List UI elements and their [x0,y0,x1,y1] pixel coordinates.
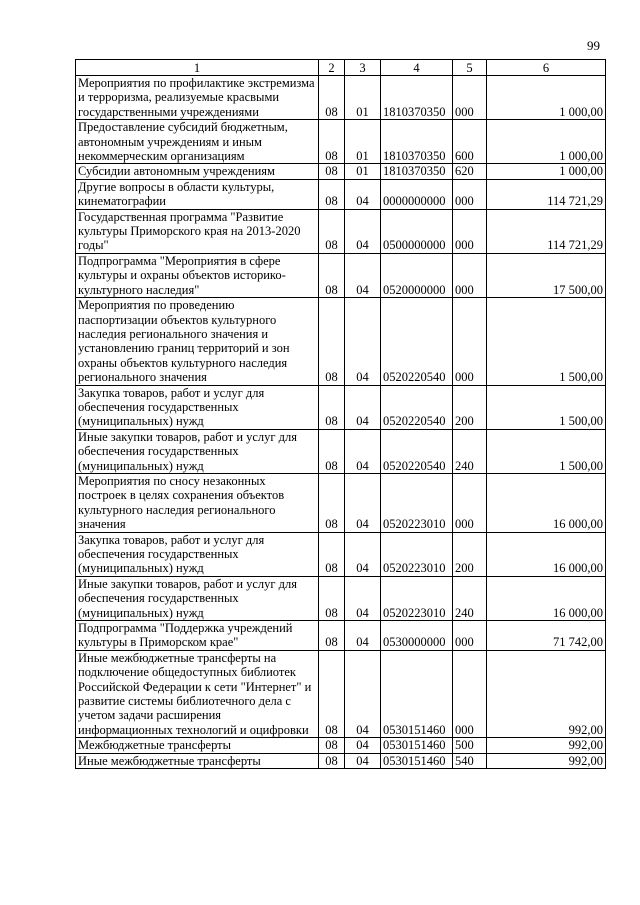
row-subsection-cell: 04 [345,621,381,651]
page-number: 99 [587,38,600,53]
row-subsection-cell: 04 [345,253,381,297]
row-section-cell: 08 [319,429,345,473]
column-header-expense-type: 5 [453,60,487,76]
row-expense-type-cell: 000 [453,298,487,385]
row-expense-type-cell: 620 [453,164,487,179]
table-row [76,753,606,768]
row-name-cell: Подпрограмма "Поддержка учреждений культуры в Приморском крае" [76,621,319,651]
row-subsection-cell: 04 [345,473,381,532]
row-target-code-cell: 0520223010 [381,532,453,576]
row-name-cell: Другие вопросы в области культуры, кинематографии [76,179,319,209]
table-row [76,120,606,164]
row-section-cell: 08 [319,179,345,209]
row-target-code-cell: 0520220540 [381,385,453,429]
row-amount-cell: 114 721,29 [487,179,606,209]
row-target-code-cell: 0530151460 [381,650,453,737]
row-expense-type-cell: 000 [453,209,487,253]
budget-table [75,59,606,769]
row-subsection-cell: 04 [345,429,381,473]
table-row [76,650,606,737]
row-subsection-cell: 04 [345,532,381,576]
row-name-cell: Мероприятия по профилактике экстремизма и терроризма, реализуемые красвыми государственными учреждениями [76,76,319,120]
row-name-cell: Иные закупки товаров, работ и услуг для обеспечения государственных (муниципальных) нужд [76,576,319,620]
row-amount-cell: 17 500,00 [487,253,606,297]
row-section-cell: 08 [319,76,345,120]
row-section-cell: 08 [319,298,345,385]
table-row [76,179,606,209]
row-subsection-cell: 04 [345,385,381,429]
row-section-cell: 08 [319,621,345,651]
row-target-code-cell: 0520220540 [381,429,453,473]
row-target-code-cell: 0520220540 [381,298,453,385]
row-amount-cell: 992,00 [487,753,606,768]
row-expense-type-cell: 000 [453,621,487,651]
row-amount-cell: 992,00 [487,650,606,737]
column-header-target-code: 4 [381,60,453,76]
row-section-cell: 08 [319,576,345,620]
header-row [76,60,606,76]
row-target-code-cell: 0000000000 [381,179,453,209]
column-header-section: 2 [319,60,345,76]
row-expense-type-cell: 000 [453,76,487,120]
row-name-cell: Мероприятия по сносу незаконных построек в целях сохранения объектов культурного наследия регионального значения [76,473,319,532]
row-expense-type-cell: 240 [453,576,487,620]
row-section-cell: 08 [319,753,345,768]
row-amount-cell: 1 000,00 [487,76,606,120]
row-section-cell: 08 [319,164,345,179]
row-subsection-cell: 04 [345,576,381,620]
column-header-name: 1 [76,60,319,76]
table-row [76,429,606,473]
row-amount-cell: 114 721,29 [487,209,606,253]
column-header-subsection: 3 [345,60,381,76]
row-name-cell: Закупка товаров, работ и услуг для обеспечения государственных (муниципальных) нужд [76,385,319,429]
row-name-cell: Государственная программа "Развитие культуры Приморского края на 2013-2020 годы" [76,209,319,253]
table-row [76,738,606,753]
row-amount-cell: 1 500,00 [487,429,606,473]
row-section-cell: 08 [319,253,345,297]
row-target-code-cell: 0530000000 [381,621,453,651]
row-expense-type-cell: 600 [453,120,487,164]
row-subsection-cell: 01 [345,76,381,120]
row-section-cell: 08 [319,473,345,532]
row-target-code-cell: 1810370350 [381,120,453,164]
row-target-code-cell: 0520000000 [381,253,453,297]
row-name-cell: Межбюджетные трансферты [76,738,319,753]
column-header-amount: 6 [487,60,606,76]
row-target-code-cell: 0500000000 [381,209,453,253]
row-name-cell: Подпрограмма "Мероприятия в сфере культуры и охраны объектов историко-культурного наследия" [76,253,319,297]
row-expense-type-cell: 240 [453,429,487,473]
row-expense-type-cell: 200 [453,385,487,429]
row-name-cell: Предоставление субсидий бюджетным, автономным учреждениям и иным некоммерческим организациям [76,120,319,164]
row-amount-cell: 1 000,00 [487,164,606,179]
row-subsection-cell: 04 [345,179,381,209]
row-name-cell: Иные межбюджетные трансферты [76,753,319,768]
row-amount-cell: 16 000,00 [487,532,606,576]
row-expense-type-cell: 540 [453,753,487,768]
row-subsection-cell: 01 [345,164,381,179]
row-target-code-cell: 0520223010 [381,576,453,620]
row-expense-type-cell: 000 [453,473,487,532]
row-expense-type-cell: 000 [453,253,487,297]
row-target-code-cell: 0520223010 [381,473,453,532]
row-amount-cell: 1 500,00 [487,385,606,429]
row-expense-type-cell: 000 [453,179,487,209]
row-section-cell: 08 [319,385,345,429]
row-subsection-cell: 04 [345,298,381,385]
table-row [76,298,606,385]
row-amount-cell: 1 500,00 [487,298,606,385]
row-name-cell: Закупка товаров, работ и услуг для обеспечения государственных (муниципальных) нужд [76,532,319,576]
row-amount-cell: 16 000,00 [487,576,606,620]
row-target-code-cell: 0530151460 [381,753,453,768]
row-section-cell: 08 [319,650,345,737]
table-body [76,76,606,769]
row-expense-type-cell: 200 [453,532,487,576]
row-subsection-cell: 04 [345,753,381,768]
row-section-cell: 08 [319,209,345,253]
row-expense-type-cell: 000 [453,650,487,737]
row-amount-cell: 1 000,00 [487,120,606,164]
row-name-cell: Субсидии автономным учреждениям [76,164,319,179]
row-target-code-cell: 1810370350 [381,164,453,179]
row-subsection-cell: 04 [345,650,381,737]
row-target-code-cell: 1810370350 [381,76,453,120]
row-amount-cell: 992,00 [487,738,606,753]
table-row [76,164,606,179]
table-row [76,576,606,620]
table-row [76,253,606,297]
row-name-cell: Мероприятия по проведению паспортизации объектов культурного наследия регионального значения и установлению границ территорий и зон охраны объектов культурного наследия регионального значения [76,298,319,385]
row-target-code-cell: 0530151460 [381,738,453,753]
row-subsection-cell: 04 [345,738,381,753]
row-amount-cell: 16 000,00 [487,473,606,532]
table-row [76,473,606,532]
table-row [76,76,606,120]
row-name-cell: Иные закупки товаров, работ и услуг для обеспечения государственных (муниципальных) нужд [76,429,319,473]
row-subsection-cell: 01 [345,120,381,164]
table-row [76,209,606,253]
row-section-cell: 08 [319,120,345,164]
row-section-cell: 08 [319,738,345,753]
row-name-cell: Иные межбюджетные трансферты на подключение общедоступных библиотек Российской Федерации к сети "Интернет" и развитие системы библиотечного дела с учетом задачи расширения информационных технологий и оцифровки [76,650,319,737]
table-row [76,532,606,576]
table-row [76,621,606,651]
row-section-cell: 08 [319,532,345,576]
table-row [76,385,606,429]
row-expense-type-cell: 500 [453,738,487,753]
row-subsection-cell: 04 [345,209,381,253]
row-amount-cell: 71 742,00 [487,621,606,651]
